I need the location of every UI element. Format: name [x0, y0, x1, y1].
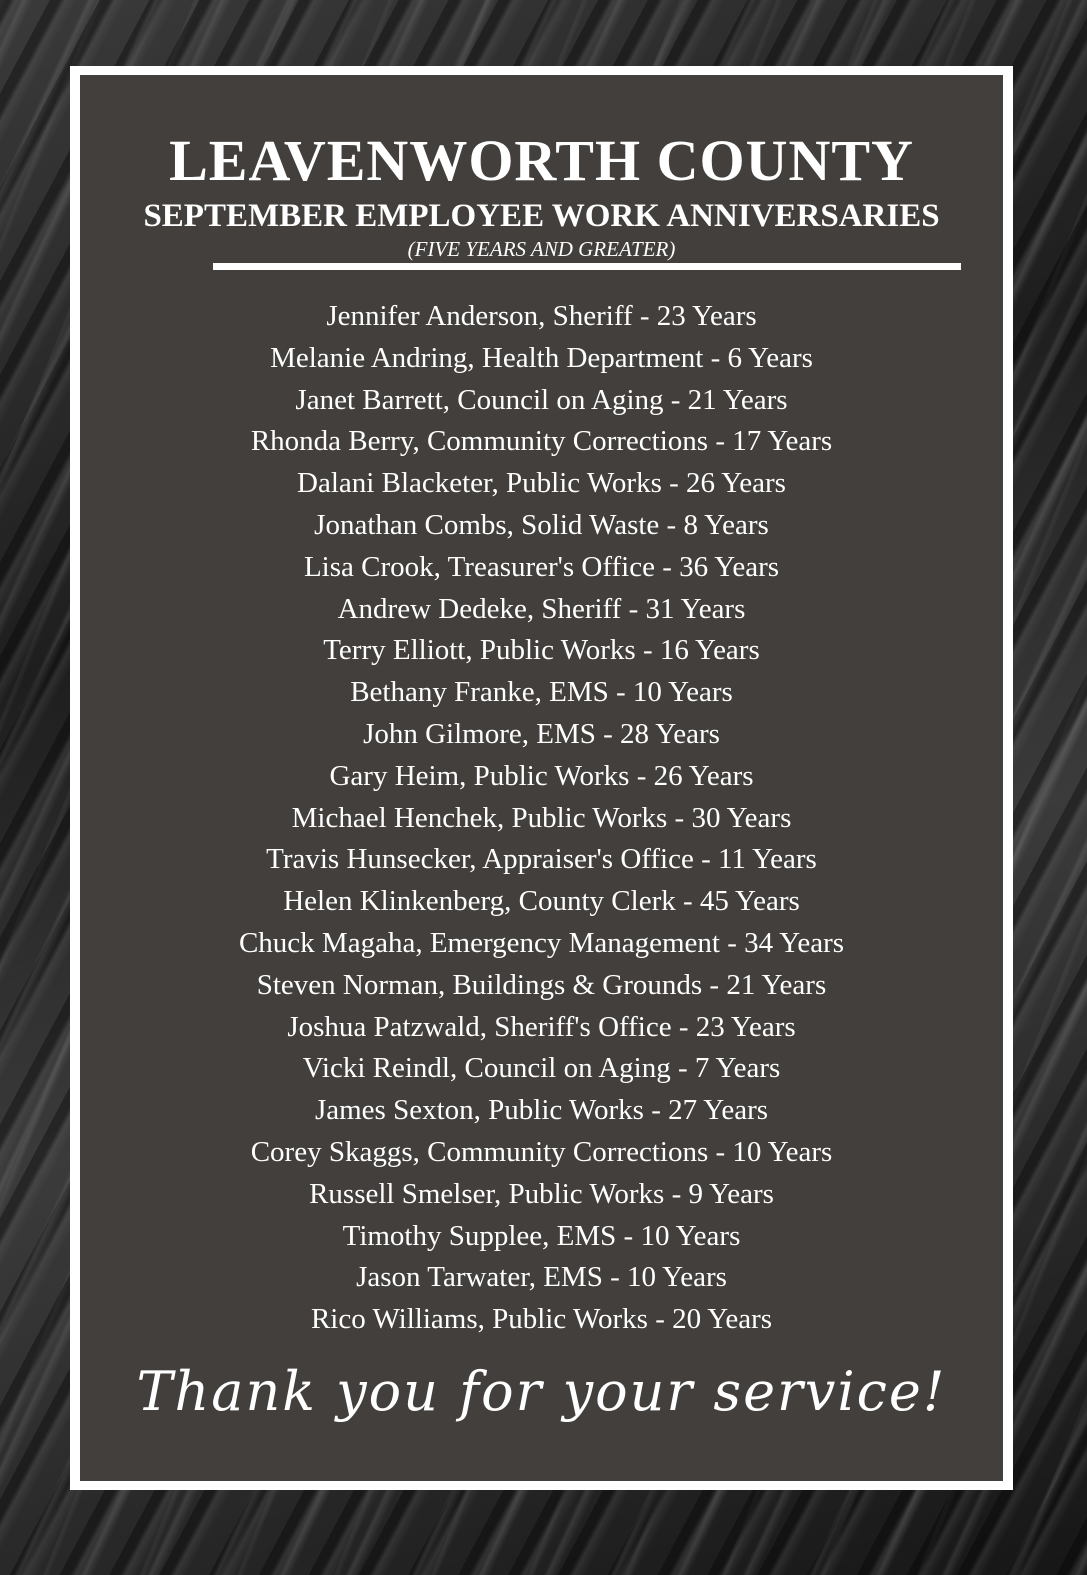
employee-entry: Helen Klinkenberg, County Clerk - 45 Years: [283, 885, 800, 918]
employee-entry: Melanie Andring, Health Department - 6 Years: [270, 341, 813, 374]
employee-entry: Andrew Dedeke, Sheriff - 31 Years: [337, 592, 746, 625]
employee-entry: Michael Henchek, Public Works - 30 Years: [291, 801, 792, 834]
employee-entry: Lisa Crook, Treasurer's Office - 36 Years: [303, 550, 780, 583]
employee-entry: Dalani Blacketer, Public Works - 26 Years: [297, 467, 786, 500]
header-divider: [213, 263, 961, 270]
employee-entry: Corey Skaggs, Community Corrections - 10 Years: [250, 1135, 833, 1168]
employee-entry: Joshua Patzwald, Sheriff's Office - 23 Years: [287, 1010, 796, 1043]
employee-entry: Jonathan Combs, Solid Waste - 8 Years: [314, 508, 769, 541]
poster-frame: [70, 66, 1013, 1490]
employee-list: [80, 296, 1003, 1341]
employee-entry: Russell Smelser, Public Works - 9 Years: [309, 1177, 774, 1210]
employee-entry: Gary Heim, Public Works - 26 Years: [329, 759, 754, 792]
employee-entry: John Gilmore, EMS - 28 Years: [363, 717, 720, 750]
anniversaries-subtitle: SEPTEMBER EMPLOYEE WORK ANNIVERSARIES: [143, 198, 940, 234]
employee-entry: Rico Williams, Public Works - 20 Years: [310, 1303, 773, 1336]
employee-entry: Janet Barrett, Council on Aging - 21 Years: [295, 383, 788, 416]
employee-entry: Vicki Reindl, Council on Aging - 7 Years: [302, 1052, 781, 1085]
employee-entry: Bethany Franke, EMS - 10 Years: [350, 676, 733, 709]
employee-entry: Chuck Magaha, Emergency Management - 34 Years: [238, 926, 845, 959]
employee-entry: Terry Elliott, Public Works - 16 Years: [323, 634, 760, 667]
employee-entry: Timothy Supplee, EMS - 10 Years: [342, 1219, 741, 1252]
employee-entry: Jennifer Anderson, Sheriff - 23 Years: [326, 300, 757, 332]
employee-entry: Travis Hunsecker, Appraiser's Office - 11 Years: [266, 843, 817, 876]
employee-entry: Jason Tarwater, EMS - 10 Years: [356, 1261, 727, 1294]
county-title: LEAVENWORTH COUNTY: [169, 128, 914, 193]
poster-panel: [80, 75, 1003, 1481]
employee-entry: James Sexton, Public Works - 27 Years: [314, 1094, 769, 1127]
thank-you-message: Thank you for your service!: [136, 1360, 947, 1423]
employee-entry: Steven Norman, Buildings & Grounds - 21 Years: [256, 968, 827, 1001]
employee-entry: Rhonda Berry, Community Corrections - 17 Years: [250, 425, 833, 458]
qualifier-note: (FIVE YEARS AND GREATER): [407, 237, 676, 261]
